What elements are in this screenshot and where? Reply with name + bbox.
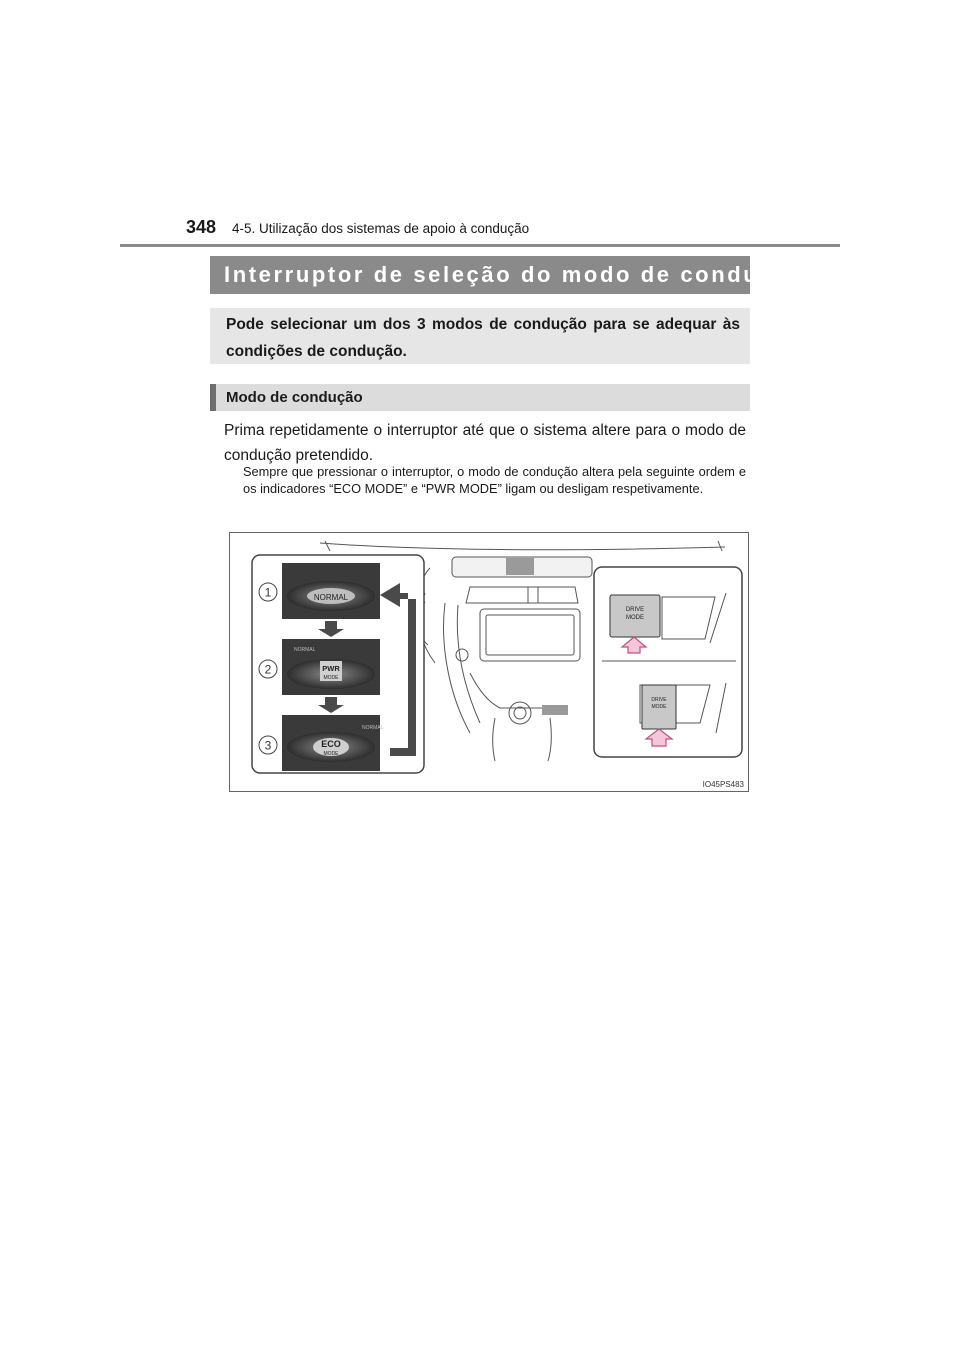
section-intro: Pode selecionar um dos 3 modos de condução para se adequar às condições de condução.: [210, 308, 750, 364]
section-title: Interruptor de seleção do modo de condução: [210, 256, 750, 294]
step-3-label: 3: [264, 738, 272, 753]
page-number: 348: [186, 217, 217, 237]
instruction-text: Prima repetidamente o interruptor até que o sistema altere para o modo de condução pretendido.: [224, 422, 746, 464]
screen2-corner-text: NORMAL: [294, 647, 316, 653]
screen3-center-line1: ECO: [321, 739, 341, 749]
illustration-svg: [230, 533, 749, 792]
button-bottom-line1: DRIVE: [651, 697, 667, 703]
screen2-center-line1: PWR: [322, 664, 340, 673]
step-1-label: 1: [264, 585, 272, 600]
display-normal-mode: [282, 563, 380, 619]
header-divider: [120, 244, 840, 247]
screen2-center-line2: MODE: [323, 675, 339, 681]
screen3-corner-text: NORMAL: [362, 725, 384, 731]
step-2-label: 2: [264, 662, 272, 677]
screen1-center-text: NORMAL: [313, 593, 349, 602]
figure-code: IO45PS483: [702, 780, 744, 789]
button-top-line2: MODE: [626, 615, 644, 621]
chapter-title: 4-5. Utilização dos sistemas de apoio à condução: [232, 221, 530, 236]
subsection-title: Modo de condução: [210, 384, 750, 411]
note-text: Sempre que pressionar o interruptor, o modo de condução altera pela seguinte ordem e os indicadores “ECO MODE” e “PWR MODE” ligam ou desligam respetivamente.: [243, 464, 746, 496]
drive-mode-illustration: [229, 532, 749, 792]
button-bottom-line2: MODE: [651, 704, 667, 710]
button-top-line1: DRIVE: [625, 607, 645, 613]
screen3-center-line2: MODE: [323, 751, 339, 757]
